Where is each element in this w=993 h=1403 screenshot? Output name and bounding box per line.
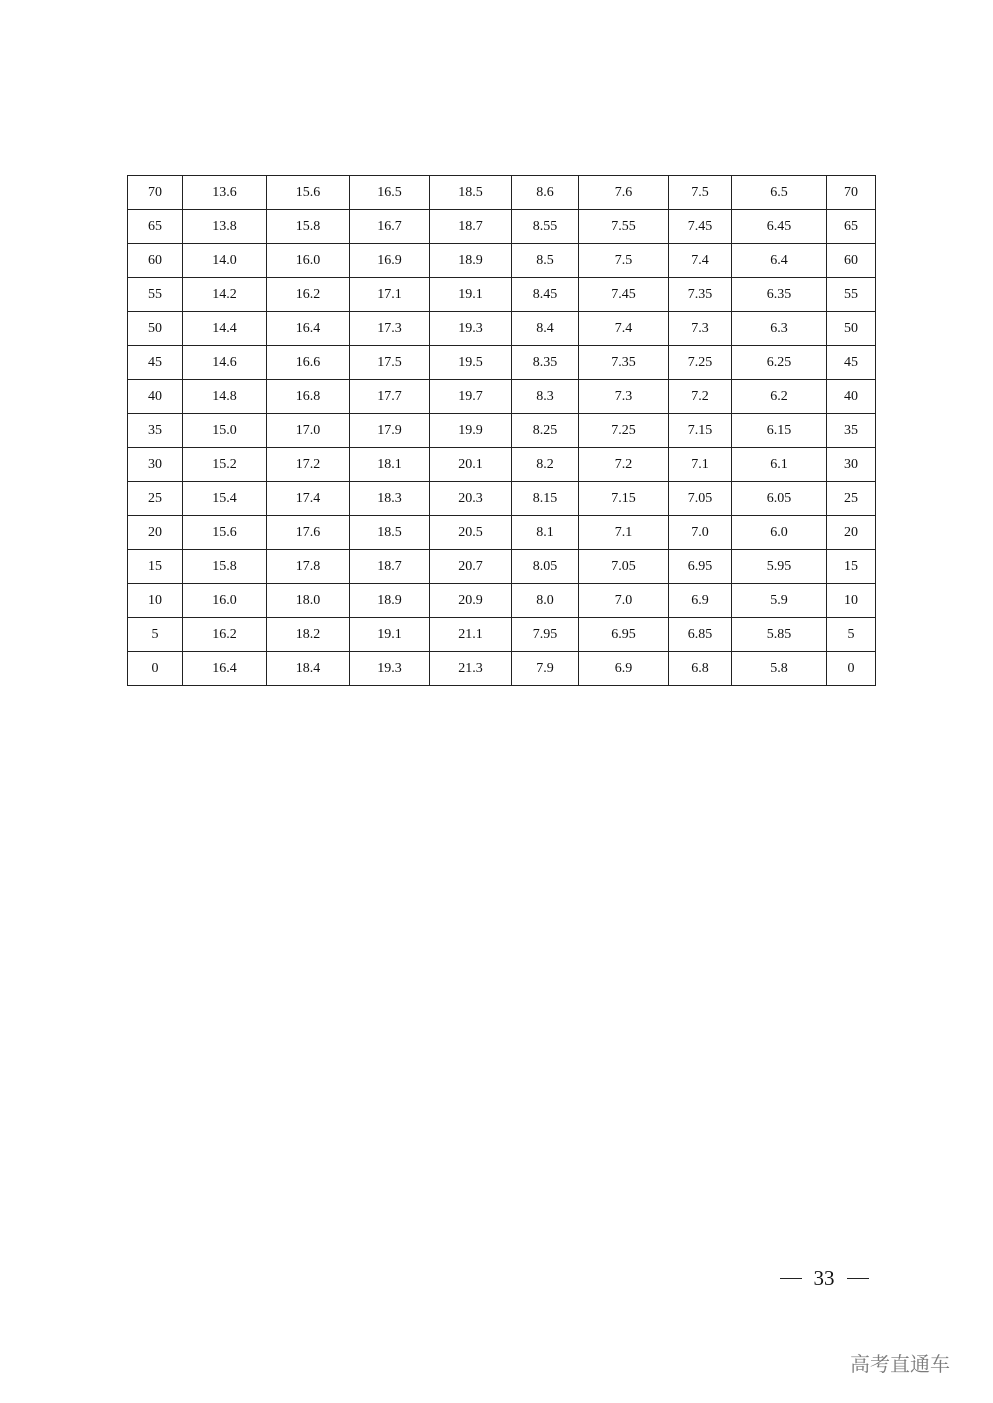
table-cell: 40	[827, 380, 876, 414]
table-cell: 19.3	[350, 652, 430, 686]
table-cell: 40	[128, 380, 183, 414]
table-cell: 20.5	[430, 516, 512, 550]
score-table-body	[128, 176, 876, 686]
table-cell: 5	[827, 618, 876, 652]
table-cell: 55	[128, 278, 183, 312]
table-cell: 65	[128, 210, 183, 244]
table-cell: 7.4	[669, 244, 732, 278]
table-cell: 6.9	[579, 652, 669, 686]
table-cell: 16.5	[350, 176, 430, 210]
table-row	[128, 448, 876, 482]
table-row	[128, 312, 876, 346]
table-cell: 15.6	[183, 516, 267, 550]
table-cell: 30	[827, 448, 876, 482]
table-cell: 50	[128, 312, 183, 346]
table-cell: 7.3	[579, 380, 669, 414]
table-cell: 6.25	[732, 346, 827, 380]
table-cell: 17.6	[267, 516, 350, 550]
table-cell: 8.0	[512, 584, 579, 618]
table-cell: 7.1	[579, 516, 669, 550]
table-cell: 15.8	[267, 210, 350, 244]
table-cell: 8.1	[512, 516, 579, 550]
table-cell: 6.95	[579, 618, 669, 652]
table-cell: 6.85	[669, 618, 732, 652]
table-cell: 8.45	[512, 278, 579, 312]
table-cell: 14.6	[183, 346, 267, 380]
table-cell: 7.15	[579, 482, 669, 516]
table-cell: 17.5	[350, 346, 430, 380]
table-cell: 8.35	[512, 346, 579, 380]
table-cell: 17.4	[267, 482, 350, 516]
table-cell: 19.1	[430, 278, 512, 312]
table-cell: 15.2	[183, 448, 267, 482]
table-cell: 17.8	[267, 550, 350, 584]
table-cell: 15.8	[183, 550, 267, 584]
table-cell: 7.5	[669, 176, 732, 210]
table-cell: 7.05	[579, 550, 669, 584]
table-cell: 21.1	[430, 618, 512, 652]
table-cell: 25	[128, 482, 183, 516]
table-cell: 16.8	[267, 380, 350, 414]
table-row	[128, 482, 876, 516]
table-cell: 45	[827, 346, 876, 380]
table-cell: 5.9	[732, 584, 827, 618]
table-cell: 6.4	[732, 244, 827, 278]
table-row	[128, 176, 876, 210]
table-cell: 7.2	[669, 380, 732, 414]
table-cell: 7.0	[669, 516, 732, 550]
table-cell: 20.9	[430, 584, 512, 618]
table-cell: 18.7	[350, 550, 430, 584]
table-cell: 14.2	[183, 278, 267, 312]
table-cell: 16.2	[183, 618, 267, 652]
watermark: 高考直通车	[850, 1352, 950, 1376]
table-cell: 6.05	[732, 482, 827, 516]
table-cell: 18.5	[430, 176, 512, 210]
table-cell: 16.2	[267, 278, 350, 312]
table-cell: 18.5	[350, 516, 430, 550]
table-cell: 19.5	[430, 346, 512, 380]
table-cell: 18.0	[267, 584, 350, 618]
page-number-value: 33	[813, 1265, 835, 1290]
table-cell: 7.6	[579, 176, 669, 210]
score-table	[127, 175, 876, 686]
table-cell: 13.8	[183, 210, 267, 244]
table-cell: 5	[128, 618, 183, 652]
table-cell: 18.1	[350, 448, 430, 482]
table-cell: 8.6	[512, 176, 579, 210]
table-cell: 35	[827, 414, 876, 448]
table-cell: 16.0	[183, 584, 267, 618]
table-row	[128, 618, 876, 652]
table-cell: 10	[128, 584, 183, 618]
table-cell: 7.4	[579, 312, 669, 346]
table-cell: 20.7	[430, 550, 512, 584]
table-cell: 6.1	[732, 448, 827, 482]
table-cell: 19.1	[350, 618, 430, 652]
table-cell: 6.15	[732, 414, 827, 448]
table-cell: 7.55	[579, 210, 669, 244]
table-cell: 14.8	[183, 380, 267, 414]
table-cell: 17.9	[350, 414, 430, 448]
table-cell: 6.3	[732, 312, 827, 346]
table-cell: 35	[128, 414, 183, 448]
table-cell: 16.7	[350, 210, 430, 244]
table-cell: 19.9	[430, 414, 512, 448]
table-cell: 6.0	[732, 516, 827, 550]
table-cell: 60	[827, 244, 876, 278]
table-cell: 7.3	[669, 312, 732, 346]
table-cell: 20	[827, 516, 876, 550]
table-cell: 7.5	[579, 244, 669, 278]
table-cell: 17.2	[267, 448, 350, 482]
table-cell: 6.9	[669, 584, 732, 618]
table-cell: 70	[827, 176, 876, 210]
table-cell: 16.9	[350, 244, 430, 278]
table-cell: 0	[827, 652, 876, 686]
table-cell: 6.8	[669, 652, 732, 686]
table-cell: 7.15	[669, 414, 732, 448]
table-cell: 18.7	[430, 210, 512, 244]
table-cell: 14.0	[183, 244, 267, 278]
table-cell: 7.2	[579, 448, 669, 482]
table-cell: 0	[128, 652, 183, 686]
table-cell: 6.35	[732, 278, 827, 312]
table-cell: 50	[827, 312, 876, 346]
table-cell: 7.45	[579, 278, 669, 312]
table-cell: 16.6	[267, 346, 350, 380]
table-cell: 20.1	[430, 448, 512, 482]
table-cell: 7.25	[669, 346, 732, 380]
table-cell: 6.2	[732, 380, 827, 414]
table-cell: 16.4	[183, 652, 267, 686]
table-cell: 8.5	[512, 244, 579, 278]
table-cell: 8.2	[512, 448, 579, 482]
table-cell: 19.7	[430, 380, 512, 414]
table-cell: 65	[827, 210, 876, 244]
table-cell: 15	[827, 550, 876, 584]
table-row	[128, 584, 876, 618]
table-cell: 25	[827, 482, 876, 516]
table-row	[128, 414, 876, 448]
table-cell: 10	[827, 584, 876, 618]
table-cell: 7.9	[512, 652, 579, 686]
table-row	[128, 652, 876, 686]
table-cell: 15.0	[183, 414, 267, 448]
table-cell: 20	[128, 516, 183, 550]
table-cell: 15.4	[183, 482, 267, 516]
table-cell: 14.4	[183, 312, 267, 346]
table-cell: 15.6	[267, 176, 350, 210]
table-cell: 6.95	[669, 550, 732, 584]
table-row	[128, 210, 876, 244]
table-cell: 8.55	[512, 210, 579, 244]
table-cell: 30	[128, 448, 183, 482]
table-row	[128, 346, 876, 380]
table-cell: 7.25	[579, 414, 669, 448]
table-cell: 55	[827, 278, 876, 312]
table-cell: 7.35	[669, 278, 732, 312]
page-number-left-dash	[780, 1278, 802, 1279]
table-row	[128, 380, 876, 414]
table-cell: 7.45	[669, 210, 732, 244]
table-cell: 8.3	[512, 380, 579, 414]
table-cell: 7.35	[579, 346, 669, 380]
table-row	[128, 516, 876, 550]
table-cell: 7.05	[669, 482, 732, 516]
table-cell: 18.3	[350, 482, 430, 516]
table-cell: 7.1	[669, 448, 732, 482]
table-row	[128, 550, 876, 584]
table-cell: 5.85	[732, 618, 827, 652]
table-cell: 45	[128, 346, 183, 380]
table-cell: 18.2	[267, 618, 350, 652]
table-cell: 16.4	[267, 312, 350, 346]
page-number-right-dash	[847, 1278, 869, 1279]
table-cell: 6.45	[732, 210, 827, 244]
table-cell: 17.1	[350, 278, 430, 312]
table-cell: 8.15	[512, 482, 579, 516]
table-cell: 5.8	[732, 652, 827, 686]
table-cell: 60	[128, 244, 183, 278]
table-cell: 17.7	[350, 380, 430, 414]
table-cell: 18.9	[350, 584, 430, 618]
table-row	[128, 278, 876, 312]
table-cell: 19.3	[430, 312, 512, 346]
table-cell: 7.0	[579, 584, 669, 618]
table-cell: 17.0	[267, 414, 350, 448]
table-cell: 17.3	[350, 312, 430, 346]
table-cell: 18.9	[430, 244, 512, 278]
table-row	[128, 244, 876, 278]
table-cell: 6.5	[732, 176, 827, 210]
table-cell: 15	[128, 550, 183, 584]
table-cell: 8.4	[512, 312, 579, 346]
table-cell: 13.6	[183, 176, 267, 210]
table-cell: 21.3	[430, 652, 512, 686]
table-cell: 7.95	[512, 618, 579, 652]
table-cell: 20.3	[430, 482, 512, 516]
table-cell: 16.0	[267, 244, 350, 278]
page-number	[776, 1264, 872, 1292]
table-cell: 8.25	[512, 414, 579, 448]
table-cell: 8.05	[512, 550, 579, 584]
table-cell: 5.95	[732, 550, 827, 584]
table-cell: 70	[128, 176, 183, 210]
table-cell: 18.4	[267, 652, 350, 686]
